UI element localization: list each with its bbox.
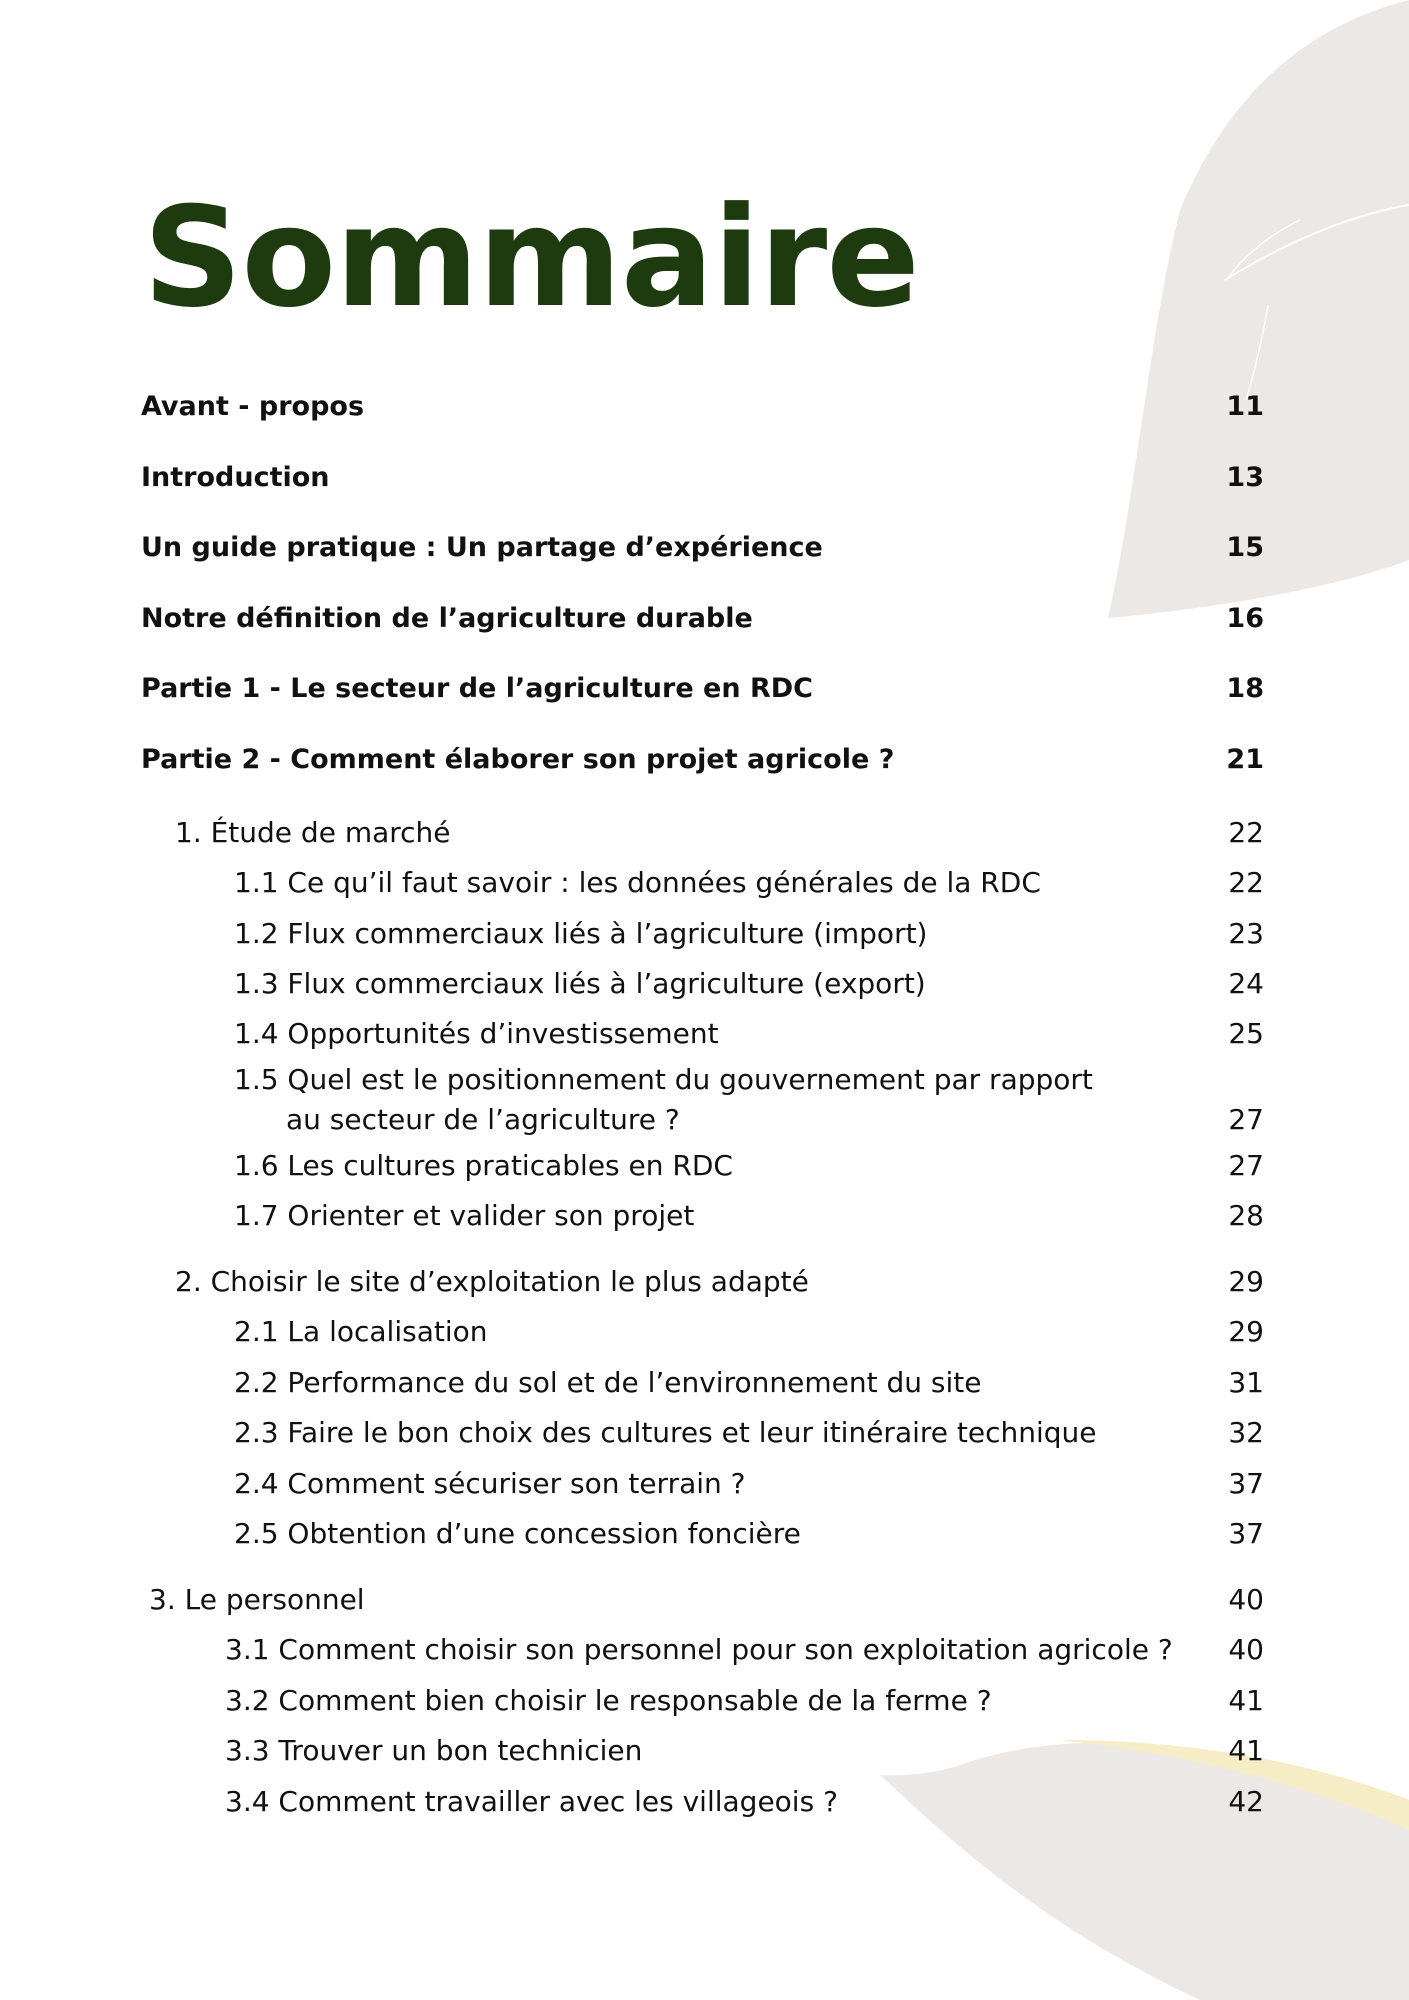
toc-entry-page-number: 41 — [1228, 1684, 1264, 1717]
toc-entry-page-number: 16 — [1226, 603, 1264, 634]
toc-entry — [141, 390, 1264, 426]
toc-entry — [141, 602, 1264, 638]
toc-entry-page-number: 29 — [1228, 1315, 1264, 1348]
toc-entry-title: 2.1 La localisation — [234, 1315, 488, 1348]
toc-entry — [141, 743, 1264, 779]
toc-entry-page-number: 29 — [1228, 1265, 1264, 1298]
toc-entry-title: Introduction — [141, 462, 330, 493]
toc-entry-title: 3.4 Comment travailler avec les villageois ? — [225, 1785, 838, 1818]
toc-entry-page-number: 28 — [1228, 1199, 1264, 1232]
toc-entry-title: 1. Étude de marché — [175, 816, 451, 849]
toc-entry-title: 3.3 Trouver un bon technicien — [225, 1734, 643, 1767]
toc-entry-title: 2.4 Comment sécuriser son terrain ? — [234, 1467, 746, 1500]
toc-entry-page-number: 37 — [1228, 1467, 1264, 1500]
toc-entry-page-number: 42 — [1228, 1785, 1264, 1818]
toc-entry-title: 1.4 Opportunités d’investissement — [234, 1017, 719, 1050]
toc-entry-title: 1.5 Quel est le positionnement du gouvernement par rapport — [234, 1063, 1093, 1096]
toc-entry-page-number: 22 — [1228, 866, 1264, 899]
toc-entry — [234, 1466, 1264, 1502]
toc-entry-title: 2.2 Performance du sol et de l’environnement du site — [234, 1366, 982, 1399]
leaf-shape-top-right — [1108, 0, 1409, 618]
toc-entry-title: 1.3 Flux commerciaux liés à l’agriculture (export) — [234, 967, 926, 1000]
toc-entry — [234, 1148, 1264, 1184]
toc-entry-title: Un guide pratique : Un partage d’expérience — [141, 532, 823, 563]
toc-entry — [234, 966, 1264, 1002]
toc-entry — [234, 865, 1264, 901]
toc-entry-title: Avant - propos — [141, 391, 365, 422]
toc-entry-title: 3. Le personnel — [149, 1583, 365, 1616]
toc-entry — [234, 1516, 1264, 1552]
toc-entry — [141, 461, 1264, 497]
toc-entry-title: 1.2 Flux commerciaux liés à l’agriculture (import) — [234, 917, 928, 950]
toc-entry-title: 1.7 Orienter et valider son projet — [234, 1199, 695, 1232]
toc-entry-page-number: 37 — [1228, 1517, 1264, 1550]
toc-entry — [225, 1733, 1264, 1769]
toc-entry-title: 2.5 Obtention d’une concession foncière — [234, 1517, 801, 1550]
toc-entry-page-number: 13 — [1226, 462, 1264, 493]
toc-entry — [234, 916, 1264, 952]
toc-entry-title-continuation: au secteur de l’agriculture ? — [286, 1103, 680, 1136]
toc-entry-page-number: 11 — [1226, 391, 1264, 422]
toc-entry — [234, 1016, 1264, 1052]
toc-entry-page-number: 18 — [1226, 673, 1264, 704]
toc-entry — [234, 1198, 1264, 1234]
toc-entry-page-number: 27 — [1228, 1149, 1264, 1182]
toc-entry — [234, 1314, 1264, 1350]
toc-entry-page-number: 21 — [1226, 744, 1264, 775]
toc-entry-title: Partie 1 - Le secteur de l’agriculture en RDC — [141, 673, 813, 704]
toc-entry — [225, 1683, 1264, 1719]
toc-entry-page-number: 15 — [1226, 532, 1264, 563]
toc-entry-title: 3.1 Comment choisir son personnel pour son exploitation agricole ? — [225, 1633, 1173, 1666]
toc-entry — [149, 1582, 1264, 1618]
toc-entry-title: 1.1 Ce qu’il faut savoir : les données générales de la RDC — [234, 866, 1041, 899]
toc-entry — [234, 1365, 1264, 1401]
toc-entry-page-number: 27 — [1228, 1103, 1264, 1136]
toc-entry-title: 2. Choisir le site d’exploitation le plus adapté — [175, 1265, 809, 1298]
toc-entry-page-number: 23 — [1228, 917, 1264, 950]
toc-entry-page-number: 24 — [1228, 967, 1264, 1000]
toc-entry-title: 3.2 Comment bien choisir le responsable de la ferme ? — [225, 1684, 992, 1717]
toc-entry — [141, 531, 1264, 567]
toc-entry — [234, 1062, 1264, 1138]
toc-entry-title: 2.3 Faire le bon choix des cultures et leur itinéraire technique — [234, 1416, 1097, 1449]
toc-entry-page-number: 25 — [1228, 1017, 1264, 1050]
toc-entry — [175, 1264, 1264, 1300]
toc-entry-page-number: 40 — [1228, 1633, 1264, 1666]
toc-entry — [225, 1784, 1264, 1820]
toc-entry-title: Partie 2 - Comment élaborer son projet agricole ? — [141, 744, 895, 775]
page-title: Sommaire — [143, 177, 919, 338]
toc-entry-page-number: 22 — [1228, 816, 1264, 849]
toc-entry-title: Notre définition de l’agriculture durable — [141, 603, 753, 634]
toc-entry — [141, 672, 1264, 708]
toc-entry-page-number: 40 — [1228, 1583, 1264, 1616]
toc-entry — [175, 815, 1264, 851]
toc-entry-page-number: 32 — [1228, 1416, 1264, 1449]
toc-entry — [225, 1632, 1264, 1668]
toc-entry — [234, 1415, 1264, 1451]
toc-entry-title: 1.6 Les cultures praticables en RDC — [234, 1149, 733, 1182]
toc-entry-page-number: 41 — [1228, 1734, 1264, 1767]
toc-entry-page-number: 31 — [1228, 1366, 1264, 1399]
